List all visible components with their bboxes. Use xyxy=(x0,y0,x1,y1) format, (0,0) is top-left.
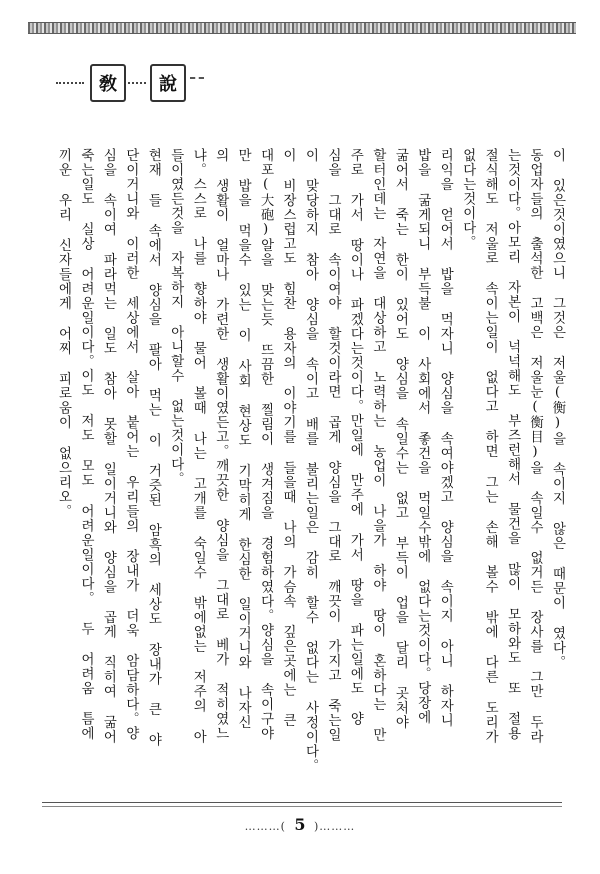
text-column: 냐。스스로 나를 향하야 물어 볼때 나는 고개를 숙일수 밖에없는 저주의 아 xyxy=(190,148,206,744)
text-column: 이 있은것이였으니 그것은 저울(衡)을 속이지 않은 때문이 였다。 xyxy=(550,148,565,670)
header-mid-dots xyxy=(128,82,146,84)
text-column: 주로 가서 땅이나 파겠다는것이다。만일에 만주에 가서 땅을 파는일에도 양 xyxy=(347,148,363,727)
text-column: 들이였든것을 자복하지 아니할수 없는것이다。 xyxy=(168,148,184,487)
text-column: 는것이다。아모리 자본이 넉넉해도 부즈런해서 물건을 많이 모하와도 또 절용 xyxy=(505,148,521,741)
footer-dots-left: ………( xyxy=(244,820,286,833)
text-column: 단이거니와 이러한 세상에서 살아 붙어는 우리들의 장내가 더욱 암담하다。양 xyxy=(123,148,139,741)
text-column: 굶어서 죽는 한이 있어도 양심을 속일수는 없고 부득이 업을 달리 곳처야 xyxy=(392,148,408,730)
section-header xyxy=(56,64,556,104)
text-column: 심을 속이여 파라먹는 일도 참아 못할 일이거니와 양심을 곱게 직히여 굶어 xyxy=(100,148,116,744)
vertical-text-body xyxy=(52,148,568,788)
page-footer xyxy=(0,815,600,834)
text-column: 심을 그대로 속이여야 할것이라면 곱게 양심을 그대로 깨끗이 가지고 죽는일 xyxy=(325,148,341,743)
page-number: 5 xyxy=(294,815,306,834)
text-column: 현재 들 속에서 양심을 팔아 먹는 이 거즛된 암흑의 세상도 장내가 큰 야 xyxy=(145,148,161,748)
bottom-rule xyxy=(42,802,562,803)
text-column: 대포(大砲)알을 맞는듯 뜨끔한 찔림이 생겨짐을 경험하였다。양심을 속이구야 xyxy=(258,148,274,741)
text-column: 리익을 얻어서 밥을 먹자니 양심을 속여야겠고 양심을 속이지 아니 하자니 xyxy=(437,148,453,728)
header-char-2: 說 xyxy=(150,64,186,102)
text-column: 이 맞당하지 참아 양심을 속이고 배를 불리는일은 감히 할수 없다는 사정이다。 xyxy=(303,148,318,773)
footer-dots-right: )……… xyxy=(314,820,356,833)
header-right-ornament xyxy=(190,77,204,87)
text-column: 동업자들의 출석한 고백은 저울눈(衡目)을 속일수 없거든 장사를 그만 두라 xyxy=(527,148,543,744)
text-column: 의 생활이 얼마나 가련한 생활이였든고。깨끗한 양심을 그대로 베가 적히였느 xyxy=(213,148,229,741)
text-column: 이 비장스럽고도 힘찬 용자의 이야기를 들을때 나의 가슴속 깊은곳에는 큰 xyxy=(280,148,296,728)
top-decorative-border xyxy=(28,22,576,34)
text-column: 만 밥을 먹을수 있는 이 사회 현상도 기막히게 한심한 일이거니와 나자신 xyxy=(235,148,251,730)
text-column: 끼운 우리 신자들에게 어찌 피로움이 없으리오。 xyxy=(56,148,71,519)
text-column: 없다는것이다。 xyxy=(460,148,476,250)
header-left-dots xyxy=(56,82,84,84)
text-column: 죽는일도 실상 어려운일이다。이도 저도 모도 어려운일이다。 두 어려움 틈에 xyxy=(78,148,94,741)
text-column: 절식해도 저울로 속이는일이 없다고 하면 그는 손해 볼수 밖에 다른 도리가 xyxy=(482,148,498,744)
text-column: 밥을 굶게되니 부득불 이 사회에서 좋건을 먹일수밖에 없다는것이다。당장에 xyxy=(415,148,431,725)
header-char-1: 敎 xyxy=(90,64,126,102)
text-column: 할터인데는 자연을 대상하고 노력하는 농업이 나을가 하야 땅이 혼하다는 만 xyxy=(370,148,386,743)
